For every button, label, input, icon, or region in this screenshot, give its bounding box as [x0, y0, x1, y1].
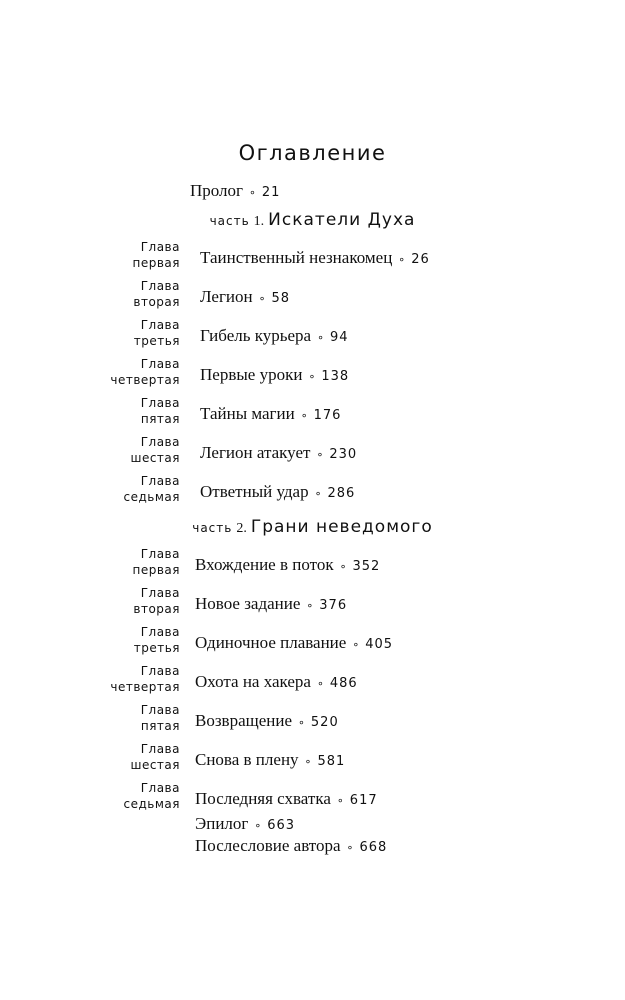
chapter-ordinal: шестая: [130, 758, 180, 772]
separator-dot: ∘: [352, 638, 360, 651]
toc-entry[interactable]: [200, 248, 430, 268]
chapter-label: [60, 356, 180, 388]
chapter-ordinal: пятая: [140, 719, 180, 733]
entry-title: Одиночное плавание: [195, 633, 347, 652]
chapter-label: [60, 585, 180, 617]
entry-page: 486: [329, 676, 358, 691]
chapter-label: [60, 278, 180, 310]
chapter-ordinal: первая: [132, 256, 180, 270]
chapter-ordinal: четвертая: [110, 373, 180, 387]
toc-entry[interactable]: [200, 287, 290, 307]
toc-entry[interactable]: [195, 789, 378, 809]
chapter-ordinal: четвертая: [110, 680, 180, 694]
part-label: часть: [209, 214, 250, 228]
chapter-label: [60, 473, 180, 505]
entry-title: Тайны магии: [200, 404, 295, 423]
entry-title: Новое задание: [195, 594, 301, 613]
chapter-word: Глава: [140, 547, 180, 561]
chapter-word: Глава: [140, 435, 180, 449]
chapter-ordinal: шестая: [130, 451, 180, 465]
entry-page: 286: [327, 486, 356, 501]
chapter-word: Глава: [140, 586, 180, 600]
entry-title: Эпилог: [195, 814, 249, 833]
entry-title: Охота на хакера: [195, 672, 311, 691]
chapter-ordinal: третья: [133, 334, 180, 348]
separator-dot: ∘: [254, 819, 262, 832]
separator-dot: ∘: [346, 841, 354, 854]
separator-dot: ∘: [314, 487, 322, 500]
separator-dot: ∘: [316, 677, 324, 690]
chapter-ordinal: седьмая: [123, 797, 180, 811]
chapter-word: Глава: [140, 279, 180, 293]
part-heading-1: [0, 210, 625, 230]
separator-dot: ∘: [336, 794, 344, 807]
separator-dot: ∘: [316, 448, 324, 461]
entry-page: 138: [321, 369, 350, 384]
chapter-word: Глава: [140, 703, 180, 717]
entry-title: Первые уроки: [200, 365, 303, 384]
entry-page: 230: [329, 447, 358, 462]
toc-entry[interactable]: [195, 594, 347, 614]
separator-dot: ∘: [398, 253, 406, 266]
entry-page: 376: [319, 598, 348, 613]
entry-page: 668: [359, 840, 388, 855]
chapter-word: Глава: [140, 742, 180, 756]
chapter-ordinal: третья: [133, 641, 180, 655]
entry-page: 94: [330, 330, 349, 345]
part-label: часть: [192, 521, 233, 535]
separator-dot: ∘: [317, 331, 324, 344]
entry-page: 617: [349, 793, 378, 808]
entry-page: 581: [317, 754, 346, 769]
chapter-label: [60, 741, 180, 773]
chapter-label: [60, 317, 180, 349]
toc-entry[interactable]: [195, 711, 339, 731]
chapter-word: Глава: [140, 625, 180, 639]
chapter-label: [60, 395, 180, 427]
part-number: 1.: [253, 214, 265, 229]
entry-title: Легион: [200, 287, 253, 306]
separator-dot: ∘: [249, 186, 256, 199]
separator-dot: ∘: [308, 370, 316, 383]
part-number: 2.: [236, 521, 247, 536]
entry-page: 176: [313, 408, 342, 423]
entry-title: Гибель курьера: [200, 326, 312, 345]
chapter-label: [60, 780, 180, 812]
toc-entry[interactable]: [200, 482, 355, 502]
entry-title: Легион атакует: [200, 443, 311, 462]
chapter-label: [60, 239, 180, 271]
entry-page: 520: [310, 715, 339, 730]
toc-entry[interactable]: [195, 750, 345, 770]
chapter-word: Глава: [140, 781, 180, 795]
chapter-word: Глава: [140, 474, 180, 488]
chapter-word: Глава: [140, 357, 180, 371]
separator-dot: ∘: [298, 716, 305, 729]
toc-entry-prologue[interactable]: [190, 181, 280, 201]
entry-title: Вхождение в поток: [195, 555, 334, 574]
toc-entry[interactable]: [195, 633, 393, 653]
entry-page: 58: [271, 291, 291, 306]
chapter-word: Глава: [140, 396, 180, 410]
chapter-ordinal: пятая: [140, 412, 180, 426]
entry-title: Таинственный незнакомец: [200, 248, 393, 267]
part-title: Грани неведомого: [250, 517, 433, 537]
entry-title: Пролог: [190, 181, 244, 200]
part-title: Искатели Духа: [268, 210, 416, 230]
chapter-ordinal: вторая: [133, 295, 180, 309]
separator-dot: ∘: [300, 409, 308, 422]
toc-entry[interactable]: [200, 443, 357, 463]
chapter-label: [60, 702, 180, 734]
separator-dot: ∘: [339, 560, 347, 573]
entry-title: Последняя схватка: [195, 789, 331, 808]
entry-page: 663: [267, 818, 296, 833]
chapter-word: Глава: [140, 240, 180, 254]
entry-page: 21: [261, 185, 281, 200]
chapter-ordinal: первая: [132, 563, 180, 577]
entry-title: Послесловие автора: [195, 836, 341, 855]
chapter-ordinal: седьмая: [123, 490, 180, 504]
entry-page: 405: [365, 637, 394, 652]
separator-dot: ∘: [306, 599, 314, 612]
separator-dot: ∘: [258, 292, 266, 305]
chapter-word: Глава: [140, 664, 180, 678]
entry-title: Возвращение: [195, 711, 293, 730]
chapter-label: [60, 624, 180, 656]
chapter-label: [60, 663, 180, 695]
toc-entry[interactable]: [195, 555, 380, 575]
entry-page: 352: [352, 559, 381, 574]
toc-entry-epilogue[interactable]: [195, 814, 295, 834]
toc-entry-afterword[interactable]: [195, 836, 387, 856]
separator-dot: ∘: [304, 755, 312, 768]
toc-entry[interactable]: [200, 404, 341, 424]
chapter-label: [60, 546, 180, 578]
entry-title: Снова в плену: [195, 750, 299, 769]
chapter-word: Глава: [140, 318, 180, 332]
chapter-label: [60, 434, 180, 466]
part-heading-2: [0, 517, 625, 537]
chapter-ordinal: вторая: [133, 602, 180, 616]
entry-title: Ответный удар: [200, 482, 309, 501]
toc-entry[interactable]: [200, 326, 349, 346]
entry-page: 26: [411, 252, 430, 267]
toc-heading: Оглавление: [238, 141, 387, 165]
toc-entry[interactable]: [200, 365, 349, 385]
toc-entry[interactable]: [195, 672, 358, 692]
